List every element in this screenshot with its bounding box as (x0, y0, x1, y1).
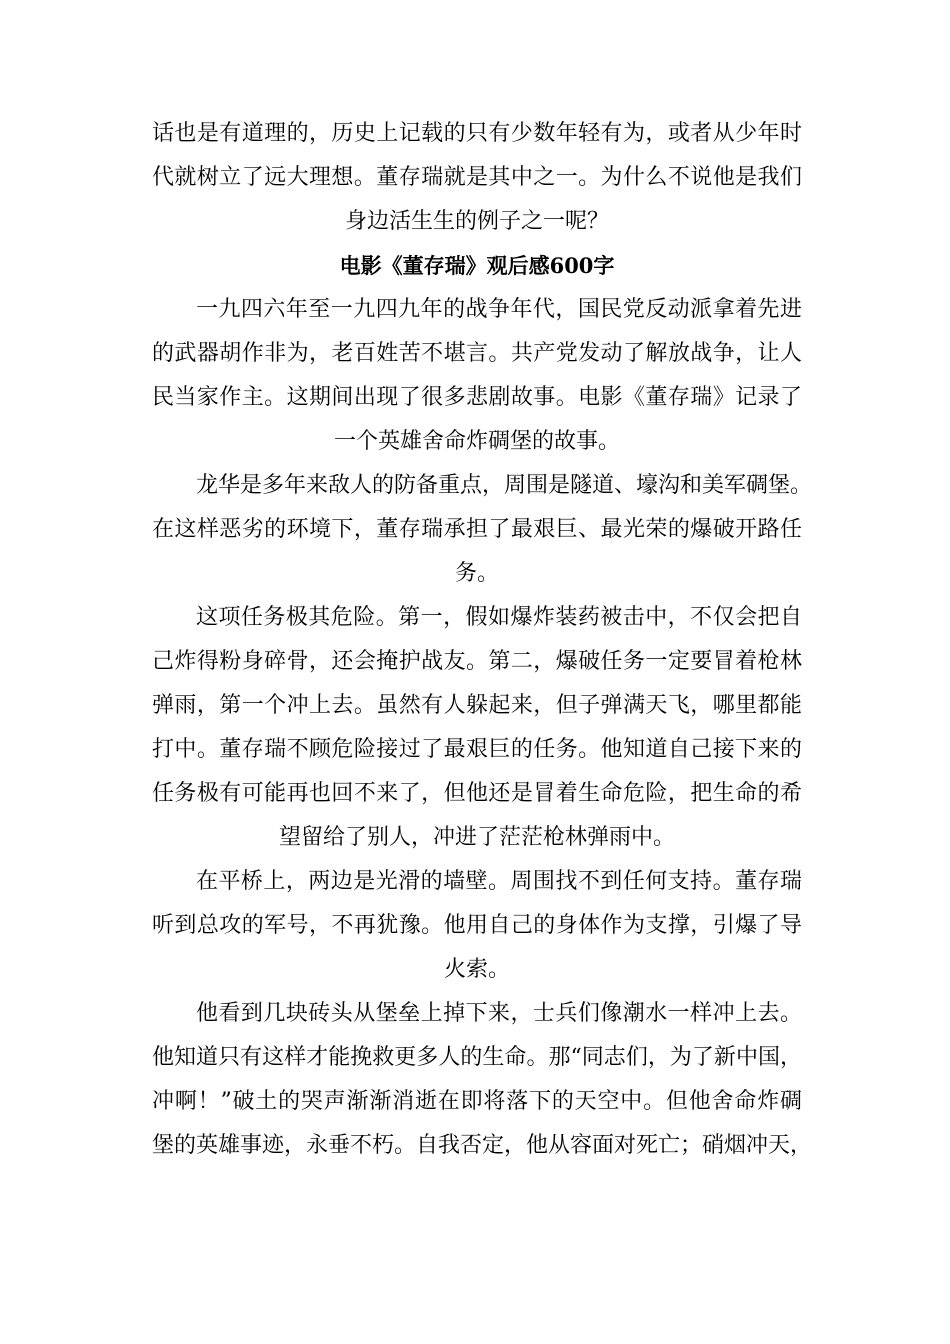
text-line: 龙华是多年来敌人的防备重点，周围是隧道、壕沟和美军碉堡。 (196, 473, 813, 498)
text-line: 冲啊！”破土的哭声渐渐消逝在即将落下的天空中。但他舍命炸碉 (152, 1089, 802, 1114)
text-line: 的武器胡作非为，老百姓苦不堪言。共产党发动了解放战争，让人 (152, 341, 802, 366)
text-line: 火索。 (443, 957, 510, 982)
text-line: 这项任务极其危险。第一，假如爆炸装药被击中，不仅会把自 (196, 605, 802, 630)
document-page (152, 112, 813, 1168)
paragraph (152, 860, 802, 992)
text-line: 他知道只有这样才能挽救更多人的生命。那“同志们，为了新中国， (152, 1045, 802, 1070)
text-line: 打中。董存瑞不顾危险接过了最艰巨的任务。他知道自己接下来的 (152, 737, 802, 762)
article-title: 电影《董存瑞》观后感600字 (339, 253, 615, 278)
paragraph (152, 288, 802, 464)
text-line: 务。 (454, 561, 499, 586)
paragraph (152, 464, 813, 596)
text-line: 身边活生生的例子之一呢？ (344, 209, 609, 234)
text-line: 己炸得粉身碎骨，还会掩护战友。第二，爆破任务一定要冒着枪林 (152, 649, 802, 674)
text-line: 代就树立了远大理想。董存瑞就是其中之一。为什么不说他是我们 (152, 165, 802, 190)
text-line: 任务极有可能再也回不来了，但他还是冒着生命危险，把生命的希 (152, 781, 802, 806)
intro-paragraph (152, 112, 802, 244)
text-line: 在这样恶劣的环境下，董存瑞承担了最艰巨、最光荣的爆破开路任 (152, 517, 802, 542)
paragraph (152, 596, 802, 860)
text-line: 一九四六年至一九四九年的战争年代，国民党反动派拿着先进 (196, 297, 802, 322)
text-line: 堡的英雄事迹，永垂不朽。自我否定，他从容面对死亡；硝烟冲天， (152, 1133, 813, 1158)
text-line: 望留给了别人，冲进了茫茫枪林弹雨中。 (278, 825, 675, 850)
text-line: 在平桥上，两边是光滑的墙壁。周围找不到任何支持。董存瑞 (196, 869, 802, 894)
text-line: 弹雨，第一个冲上去。虽然有人躲起来，但子弹满天飞，哪里都能 (152, 693, 802, 718)
text-line: 他看到几块砖头从堡垒上掉下来，士兵们像潮水一样冲上去。 (196, 1001, 802, 1026)
text-line: 一个英雄舍命炸碉堡的故事。 (333, 429, 620, 454)
text-line: 话也是有道理的，历史上记载的只有少数年轻有为，或者从少年时 (152, 121, 802, 146)
paragraph (152, 992, 813, 1168)
text-line: 民当家作主。这期间出现了很多悲剧故事。电影《董存瑞》记录了 (152, 385, 802, 410)
text-line: 听到总攻的军号，不再犹豫。他用自己的身体作为支撑，引爆了导 (152, 913, 802, 938)
